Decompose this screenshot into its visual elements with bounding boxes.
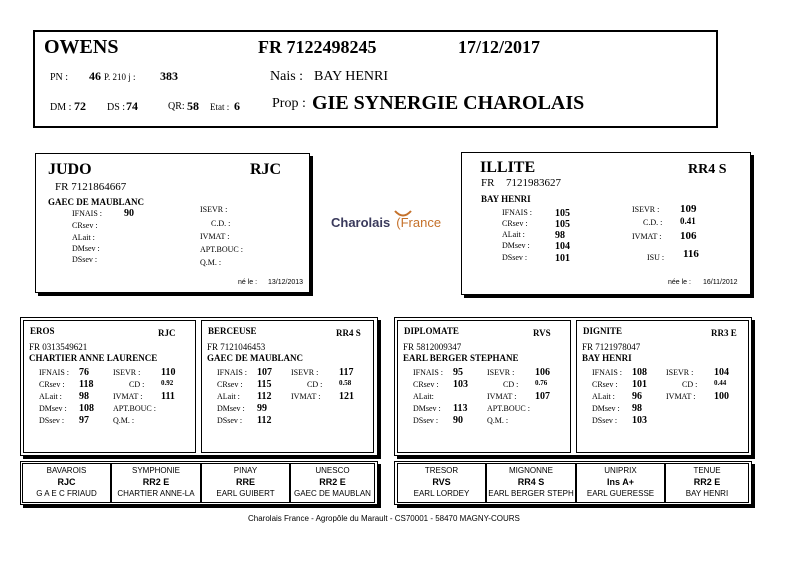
dam-ivmat: 106 — [680, 230, 697, 242]
grandparent-name: BERCEUSE — [208, 326, 257, 336]
grandparent-ivmat: 100 — [714, 391, 729, 402]
dam-id: 7121983627 — [506, 177, 561, 189]
grandparent-owner: GAEC DE MAUBLANC — [207, 353, 304, 363]
pn-value: 46 — [89, 69, 101, 83]
grandparent-dmsev: 98 — [632, 403, 642, 414]
grandparent-dssev: 112 — [257, 415, 272, 426]
sire-name: JUDO — [48, 161, 92, 178]
grandparent-qualification: RR3 E — [711, 328, 737, 338]
dam-ifnais-label: IFNAIS : — [502, 208, 533, 217]
grandparent-owner: CHARTIER ANNE LAURENCE — [29, 353, 158, 363]
sire-cd-label: C.D. : — [211, 219, 231, 228]
dam-born: 16/11/2012 — [703, 279, 738, 286]
logo-brand-france: (France — [396, 215, 442, 230]
grandparent-cd-label: CD : — [129, 380, 145, 389]
great-grandparent-owner: EARL BERGER STEPH — [488, 489, 574, 498]
dam-crsev-label: CRsev : — [502, 219, 528, 228]
grandparent-qualification: RR4 S — [336, 328, 361, 338]
dam-isevr: 109 — [680, 203, 697, 215]
great-grandparent-name: MIGNONNE — [509, 466, 553, 475]
breeder: BAY HENRI — [314, 69, 389, 84]
great-grandparent-owner: G A E C FRIAUD — [36, 489, 97, 498]
grandparent-name: DIGNITE — [583, 326, 623, 336]
grandparent-ifnais-label: IFNAIS : — [413, 368, 444, 377]
nais-label: Nais : — [270, 69, 304, 84]
grandparent-ivmat-label: IVMAT : — [291, 392, 321, 401]
sire-alait-label: ALait : — [72, 233, 95, 242]
grandparent-dssev: 103 — [632, 415, 647, 426]
grandparent-isevr: 117 — [339, 367, 354, 378]
logo-swoosh-icon — [393, 208, 413, 222]
dam-dssev: 101 — [555, 253, 570, 264]
sire-isevr-label: ISEVR : — [200, 205, 228, 214]
great-grandparent-name: UNIPRIX — [604, 466, 637, 475]
pn-label: PN : — [50, 72, 69, 83]
animal-id: FR 7122498245 — [258, 37, 377, 57]
great-grandparent-qualification: RRE — [235, 477, 255, 487]
qr-label: QR: — [168, 101, 185, 112]
etat-value: 6 — [234, 99, 240, 113]
grandparent-crsev: 115 — [257, 379, 272, 390]
grandparent-alait: 96 — [632, 391, 642, 402]
ds-label: DS : — [107, 102, 126, 113]
qr-value: 58 — [187, 99, 199, 113]
grandparent-aptbouc-label: APT.BOUC : — [113, 404, 156, 413]
grandparent-ivmat: 107 — [535, 391, 550, 402]
grandparent-crsev-label: CRsev : — [217, 380, 243, 389]
sire-ifnais: 90 — [124, 208, 134, 219]
sire-owner: GAEC DE MAUBLANC — [48, 197, 145, 207]
grandparent-ivmat-label: IVMAT : — [666, 392, 696, 401]
grandparent-cd-label: CD : — [682, 380, 698, 389]
grandparent-dmsev: 108 — [79, 403, 94, 414]
grandparent-ifnais: 108 — [632, 367, 647, 378]
grandparent-id: FR 0313549621 — [29, 342, 88, 352]
grandparent-dssev: 97 — [79, 415, 89, 426]
grandparent-dmsev: 113 — [453, 403, 468, 414]
grandparent-cd: 0.76 — [535, 379, 548, 387]
grandparent-name: DIPLOMATE — [404, 326, 459, 336]
sire-crsev-label: CRsev : — [72, 221, 98, 230]
sire-dssev-label: DSsev : — [72, 255, 98, 264]
grandparent-alait-label: ALait : — [217, 392, 240, 401]
dam-dmsev-label: DMsev : — [502, 241, 530, 250]
etat-label: Etat : — [210, 102, 230, 112]
footer-address: Charolais France - Agropôle du Marault - CS70001 - 58470 MAGNY-COURS — [248, 514, 520, 523]
dam-cd: 0.41 — [680, 216, 696, 226]
grandparent-crsev: 101 — [632, 379, 647, 390]
sire-ifnais-label: IFNAIS : — [72, 209, 103, 218]
grandparent-isevr-label: ISEVR : — [487, 368, 515, 377]
dam-alait: 98 — [555, 230, 565, 241]
grandparent-isevr: 104 — [714, 367, 729, 378]
grandparent-ivmat-label: IVMAT : — [487, 392, 517, 401]
grandparent-isevr-label: ISEVR : — [666, 368, 694, 377]
sire-id: FR 7121864667 — [55, 181, 127, 193]
dam-isu-label: ISU : — [647, 253, 665, 262]
dam-dmsev: 104 — [555, 241, 570, 252]
grandparent-isevr: 110 — [161, 367, 176, 378]
sire-born: 13/12/2013 — [268, 279, 304, 286]
great-grandparent-qualification: Ins A+ — [607, 477, 634, 487]
grandparent-dssev-label: DSsev : — [592, 416, 618, 425]
p210-value: 383 — [160, 69, 178, 83]
grandparent-qualification: RJC — [158, 328, 176, 338]
grandparent-ifnais-label: IFNAIS : — [39, 368, 70, 377]
grandparent-isevr-label: ISEVR : — [113, 368, 141, 377]
dam-cd-label: C.D. : — [643, 218, 663, 227]
dam-fr: FR — [481, 177, 495, 189]
grandparent-dmsev-label: DMsev : — [217, 404, 245, 413]
great-grandparent-name: SYMPHONIE — [131, 466, 180, 475]
grandparent-qm-label: Q.M. : — [113, 416, 135, 425]
grandparent-aptbouc-label: APT.BOUC : — [487, 404, 530, 413]
grandparent-id: FR 5812009347 — [403, 342, 462, 352]
ds-value: 74 — [126, 99, 138, 113]
grandparent-crsev: 103 — [453, 379, 468, 390]
grandparent-owner: EARL BERGER STEPHANE — [403, 353, 519, 363]
dam-crsev: 105 — [555, 219, 570, 230]
grandparent-ivmat: 121 — [339, 391, 354, 402]
grandparent-dssev: 90 — [453, 415, 463, 426]
dam-ivmat-label: IVMAT : — [632, 232, 662, 241]
grandparent-crsev-label: CRsev : — [413, 380, 439, 389]
grandparent-alait: 98 — [79, 391, 89, 402]
great-grandparent-owner: CHARTIER ANNE-LA — [117, 489, 195, 498]
grandparent-owner: BAY HENRI — [582, 353, 632, 363]
grandparent-dssev-label: DSsev : — [217, 416, 243, 425]
grandparent-ifnais-label: IFNAIS : — [592, 368, 623, 377]
dm-label: DM : — [50, 102, 72, 113]
grandparent-cd-label: CD : — [307, 380, 323, 389]
dam-alait-label: ALait : — [502, 230, 525, 239]
great-grandparent-qualification: RR2 E — [693, 477, 721, 487]
sire-ivmat-label: IVMAT : — [200, 232, 230, 241]
dam-born-label: née le : — [668, 279, 691, 286]
charolais-france-logo — [331, 214, 441, 232]
grandparent-id: FR 7121978047 — [582, 342, 641, 352]
sire-aptbouc-label: APT.BOUC : — [200, 245, 243, 254]
owner: GIE SYNERGIE CHAROLAIS — [312, 92, 585, 114]
dam-dssev-label: DSsev : — [502, 253, 528, 262]
great-grandparent-name: TRESOR — [424, 466, 459, 475]
grandparent-alait-label: ALait : — [39, 392, 62, 401]
grandparent-qm-label: Q.M. : — [487, 416, 509, 425]
grandparent-alait-label: ALait : — [592, 392, 615, 401]
dam-ifnais: 105 — [555, 208, 570, 219]
grandparent-dmsev-label: DMsev : — [39, 404, 67, 413]
p210-label: P. 210 j : — [104, 72, 136, 82]
great-grandparent-owner: EARL GUERESSE — [586, 489, 655, 498]
grandparent-crsev: 118 — [79, 379, 94, 390]
dm-value: 72 — [74, 99, 86, 113]
grandparent-cd: 0.58 — [339, 379, 352, 387]
great-grandparent-name: TENUE — [693, 466, 721, 475]
great-grandparent-owner: EARL LORDEY — [413, 489, 470, 498]
great-grandparent-qualification: RR4 S — [517, 477, 545, 487]
grandparent-name: EROS — [30, 326, 55, 336]
grandparent-dssev-label: DSsev : — [413, 416, 439, 425]
animal-name: OWENS — [44, 36, 119, 58]
grandparent-ifnais-label: IFNAIS : — [217, 368, 248, 377]
great-grandparent-owner: BAY HENRI — [685, 489, 729, 498]
grandparent-isevr-label: ISEVR : — [291, 368, 319, 377]
grandparent-crsev-label: CRsev : — [39, 380, 65, 389]
grandparent-cd: 0.92 — [161, 379, 174, 387]
sire-qm-label: Q.M. : — [200, 258, 222, 267]
grandparent-dmsev: 99 — [257, 403, 267, 414]
sire-qualification: RJC — [250, 161, 282, 178]
great-grandparent-qualification: RJC — [57, 477, 76, 487]
grandparent-id: FR 7121046453 — [207, 342, 266, 352]
grandparent-ifnais: 107 — [257, 367, 272, 378]
grandparent-cd-label: CD : — [503, 380, 519, 389]
great-grandparent-qualification: RR2 E — [319, 477, 346, 487]
grandparent-alait-label: ALait: — [413, 392, 434, 401]
grandparent-crsev-label: CRsev : — [592, 380, 618, 389]
dam-owner: BAY HENRI — [481, 194, 531, 204]
grandparent-ivmat-label: IVMAT : — [113, 392, 143, 401]
dam-isu: 116 — [683, 248, 699, 260]
grandparent-qualification: RVS — [533, 328, 551, 338]
great-grandparent-owner: GAEC DE MAUBLAN — [294, 489, 371, 498]
great-grandparent-owner: EARL GUIBERT — [216, 489, 275, 498]
grandparent-isevr: 106 — [535, 367, 550, 378]
dam-qualification: RR4 S — [688, 162, 727, 177]
animal-date: 17/12/2017 — [458, 37, 541, 57]
grandparent-dmsev-label: DMsev : — [413, 404, 441, 413]
grandparent-ifnais: 76 — [79, 367, 89, 378]
logo-brand: Charolais — [331, 215, 391, 230]
grandparent-dmsev-label: DMsev : — [592, 404, 620, 413]
grandparent-ivmat: 111 — [161, 391, 175, 402]
grandparent-cd: 0.44 — [714, 379, 727, 387]
sire-born-label: né le : — [238, 279, 258, 286]
sire-dmsev-label: DMsev : — [72, 244, 100, 253]
grandparent-alait: 112 — [257, 391, 272, 402]
great-grandparent-qualification: RVS — [432, 477, 451, 487]
grandparent-dssev-label: DSsev : — [39, 416, 65, 425]
great-grandparent-name: BAVAROIS — [46, 466, 87, 475]
prop-label: Prop : — [272, 96, 306, 111]
grandparent-ifnais: 95 — [453, 367, 463, 378]
great-grandparent-name: PINAY — [233, 466, 258, 475]
dam-name: ILLITE — [480, 159, 536, 176]
dam-isevr-label: ISEVR : — [632, 205, 660, 214]
logo-brand-france-text: France — [400, 215, 442, 230]
great-grandparent-name: UNESCO — [315, 466, 350, 475]
great-grandparent-qualification: RR2 E — [142, 477, 170, 487]
